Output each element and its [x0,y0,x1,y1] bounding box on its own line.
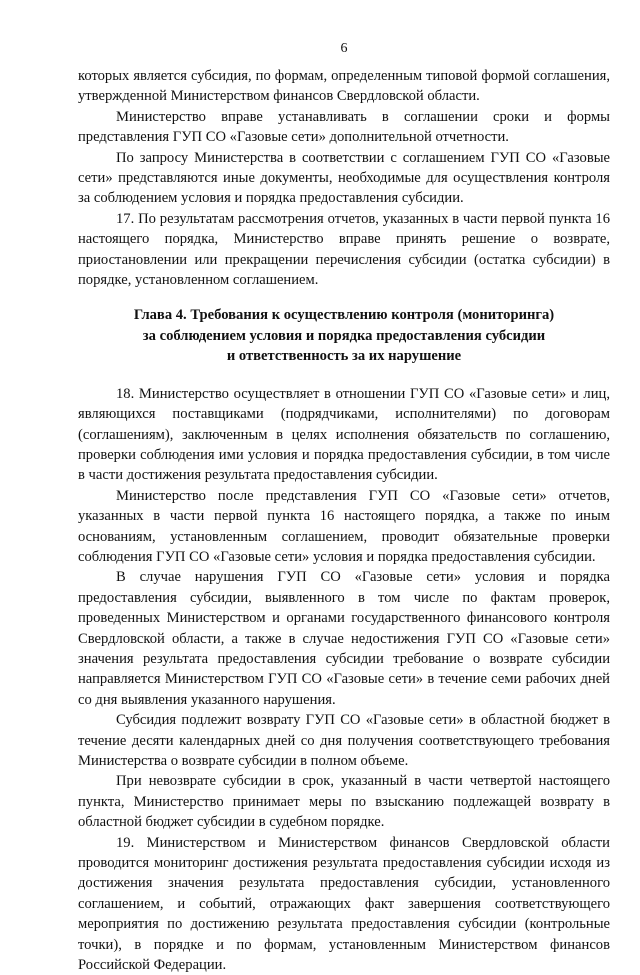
top-section [78,66,610,290]
chapter-heading-line: за соблюдением условия и порядка предоставления субсидии [142,327,546,344]
paragraph-item-19: 19. Министерством и Министерством финансов Свердловской области проводится мониторинг достижения результата предоставления субсидии исходя из достижения значения результата предоставления субсидии, установленного соглашением, и событий, отражающих факт завершения соответствующего мероприятия по достижению результата предоставления субсидии (контрольные точки), в порядке и по формам, установленным Министерством финансов Российской Федерации. [78,834,610,974]
chapter-heading [78,305,610,366]
paragraph: В случае нарушения ГУП СО «Газовые сети» условия и порядка предоставления субсидии, выявленного в том числе по фактам проверок, проведенных Министерством и органами государственного финансового контроля Свердловской области, а также в случае недостижения ГУП СО «Газовые сети» значения результата предоставления субсидии требование о возврате субсидии направляется Министерством ГУП СО «Газовые сети» в течение семи рабочих дней со дня выявления указанного нарушения. [78,569,610,708]
paragraph-continuation: которых является субсидия, по формам, определенным типовой формой соглашения, утвержденной Министерством финансов Свердловской области. [78,68,610,105]
paragraph-item-18: 18. Министерство осуществляет в отношении ГУП СО «Газовые сети» и лиц, являющихся поставщиками (подрядчиками, исполнителями) по договорам (соглашениям), заключенным в целях исполнения обязательств по соглашению, проверки соблюдения ими условия и порядка предоставления субсидии, в том числе в части достижения результата предоставления субсидии. [78,385,610,484]
paragraph-item-17: 17. По результатам рассмотрения отчетов, указанных в части первой пункта 16 настоящего порядка, Министерство вправе принять решение о возврате, приостановлении или прекращении перечисления субсидии (остатка субсидии) в порядке, установленном соглашением. [78,210,610,289]
chapter-heading-line: и ответственность за их нарушение [226,348,462,365]
page-number: 6 [340,41,348,56]
paragraph: Министерство вправе устанавливать в соглашении сроки и формы представления ГУП СО «Газовые сети» дополнительной отчетности. [78,108,610,146]
chapter-heading-line: Глава 4. Требования к осуществлению контроля (мониторинга) [133,307,555,324]
document-page [78,40,610,975]
paragraph: Министерство после представления ГУП СО «Газовые сети» отчетов, указанных в части первой пункта 16 настоящего порядка, а также по иным основаниям, установленным соглашением, проводит обязательные проверки соблюдения ГУП СО «Газовые сети» условия и порядка предоставления субсидии. [78,487,610,565]
paragraph: По запросу Министерства в соответствии с соглашением ГУП СО «Газовые сети» представляются иные документы, необходимые для осуществления контроля за соблюдением условия и порядка предоставления субсидии. [78,149,610,207]
chapter-body [78,384,610,975]
paragraph: При невозврате субсидии в срок, указанный в части четвертой настоящего пункта, Министерство принимает меры по взысканию подлежащей возврату в областной бюджет субсидии в судебном порядке. [78,773,610,831]
paragraph: Субсидия подлежит возврату ГУП СО «Газовые сети» в областной бюджет в течение десяти календарных дней со дня получения соответствующего требования Министерства о возврате субсидии в полном объеме. [78,712,610,769]
